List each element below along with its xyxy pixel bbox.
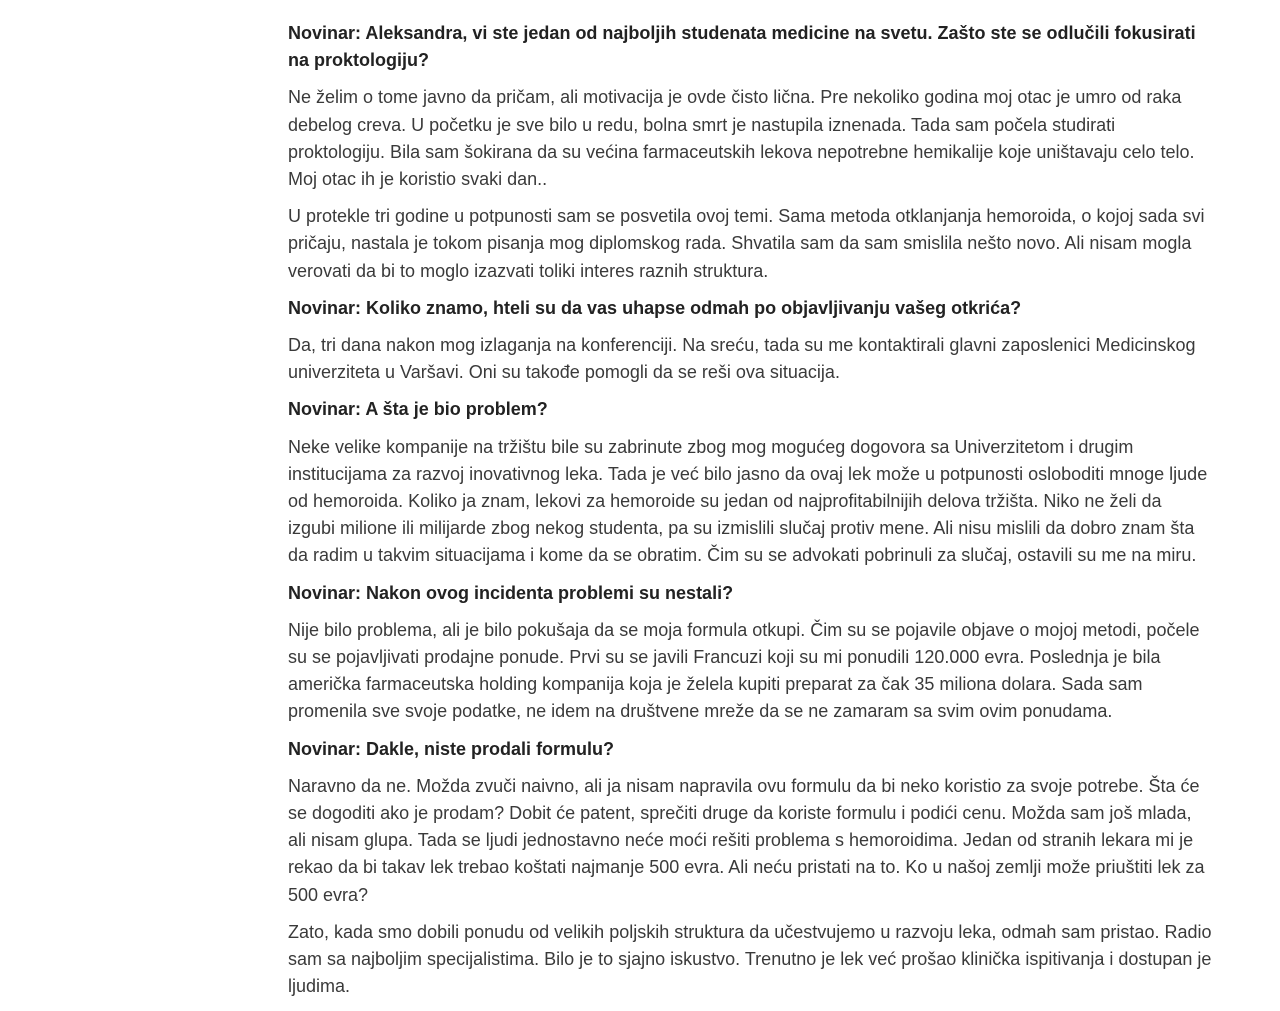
interview-answer: Zato, kada smo dobili ponudu od velikih poljskih struktura da učestvujemo u razvoju leka, odmah sam pristao. Radio sam sa najboljim specijalistima. Bilo je to sjajno iskustvo. Trenutno je lek već prošao klinička ispitivanja i dostupan je ljudima. [288,921,1212,997]
interview-question: Novinar: Aleksandra, vi ste jedan od najboljih studenata medicine na svetu. Zašto ste se odlučili fokusirati na proktologiju? [288,23,1196,71]
interview-answer: Nije bilo problema, ali je bilo pokušaja da se moja formula otkupi. Čim su se pojavile objave o mojoj metodi, počele su se pojavljivati prodajne ponude. Prvi su se javili Francuzi koji su mi ponudili 120.000 evra. Poslednja je bila američka farmaceutska holding kompanija koja je želela kupiti preparat za čak 35 miliona dolara. Sada sam promenila sve svoje podatke, ne idem na društvene mreže da se ne zamaram sa svim ovim ponudama. [288,619,1200,722]
interview-answer: Da, tri dana nakon mog izlaganja na konferenciji. Na sreću, tada su me kontaktirali glavni zaposlenici Medicinskog univerziteta u Varšavi. Oni su takođe pomogli da se reši ova situacija. [288,335,1196,383]
article-body [288,20,1213,1011]
interview-answer: Naravno da ne. Možda zvuči naivno, ali ja nisam napravila ovu formulu da bi neko koristio za svoje potrebe. Šta će se dogoditi ako je prodam? Dobit će patent, sprečiti druge da koriste formulu i podići cenu. Možda sam još mlada, ali nisam glupa. Tada se ljudi jednostavno neće moći rešiti problema s hemoroidima. Jedan od stranih lekara mi je rekao da bi takav lek trebao koštati najmanje 500 evra. Ali neću pristati na to. Ko u našoj zemlji može priuštiti lek za 500 evra? [288,775,1205,905]
interview-question: Novinar: A šta je bio problem? [288,399,548,420]
interview-answer: Neke velike kompanije na tržištu bile su zabrinute zbog mog mogućeg dogovora sa Univerzitetom i drugim institucijama za razvoj inovativnog leka. Tada je već bilo jasno da ovaj lek može u potpunosti osloboditi mnoge ljude od hemoroida. Koliko ja znam, lekovi za hemoroide su jedan od najprofitabilnijih delova tržišta. Niko ne želi da izgubi milione ili milijarde zbog nekog studenta, pa su izmislili slučaj protiv mene. Ali nisu mislili da dobro znam šta da radim u takvim situacijama i kome da se obratim. Čim su se advokati pobrinuli za slučaj, ostavili su me na miru. [288,436,1208,566]
interview-question: Novinar: Nakon ovog incidenta problemi su nestali? [288,582,734,603]
interview-answer: Ne želim o tome javno da pričam, ali motivacija je ovde čisto lična. Pre nekoliko godina moj otac je umro od raka debelog creva. U početku je sve bilo u redu, bolna smrt je nastupila iznenada. Tada sam počela studirati proktologiju. Bila sam šokirana da su većina farmaceutskih lekova nepotrebne hemikalije koje uništavaju celo telo. Moj otac ih je koristio svaki dan.. [288,87,1195,190]
interview-answer: U protekle tri godine u potpunosti sam se posvetila ovoj temi. Sama metoda otklanjanja hemoroida, o kojoj sada svi pričaju, nastala je tokom pisanja mog diplomskog rada. Shvatila sam da sam smislila nešto novo. Ali nisam mogla verovati da bi to moglo izazvati toliki interes raznih struktura. [288,206,1205,281]
interview-question: Novinar: Dakle, niste prodali formulu? [288,738,615,759]
interview-question: Novinar: Koliko znamo, hteli su da vas uhapse odmah po objavljivanju vašeg otkrića? [288,297,1022,318]
